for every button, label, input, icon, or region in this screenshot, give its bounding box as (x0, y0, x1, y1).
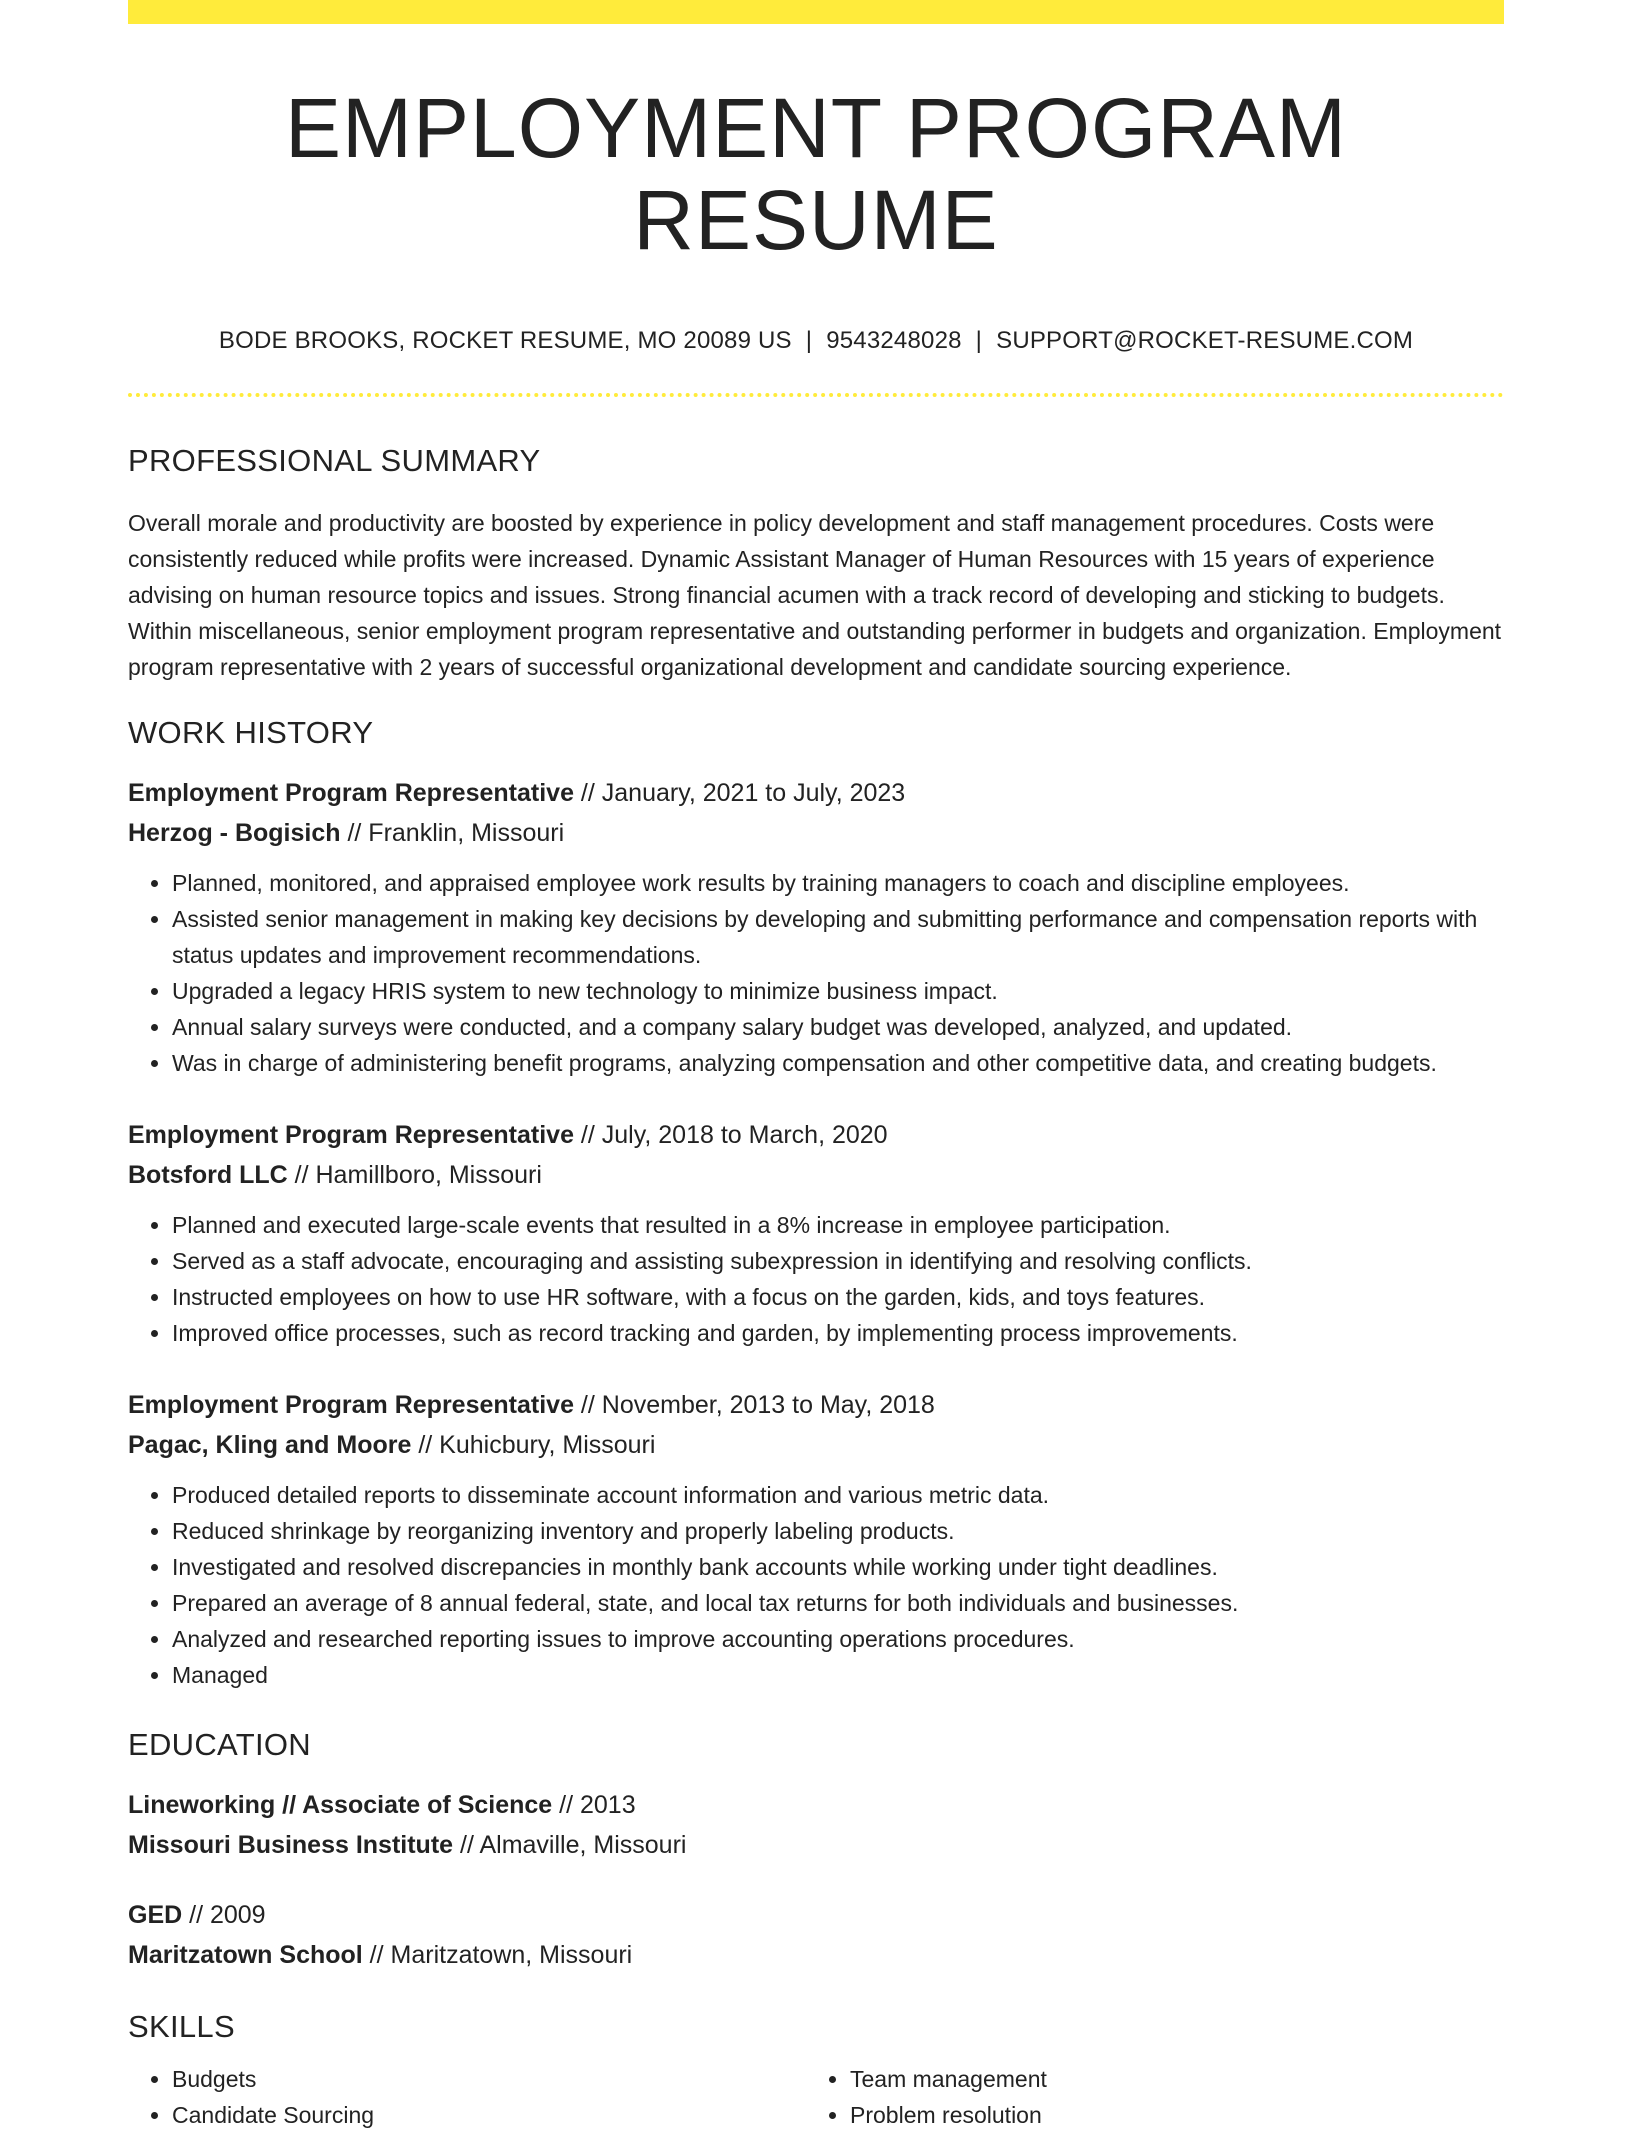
skill-item: • Problem resolution (850, 2097, 1484, 2133)
job-location: // Franklin, Missouri (340, 818, 565, 847)
job-title: Employment Program Representative (128, 778, 574, 807)
education-year: // 2009 (182, 1900, 266, 1929)
job-company-line (128, 1425, 1504, 1465)
skill-item: • Candidate Sourcing (172, 2097, 806, 2133)
education-degree-line (128, 1785, 1504, 1825)
education-degree: Lineworking // Associate of Science (128, 1790, 553, 1819)
contact-address: BODE BROOKS, ROCKET RESUME, MO 20089 US (218, 326, 792, 354)
education-year: // 2013 (552, 1790, 636, 1819)
job-bullet: • Prepared an average of 8 annual federal, state, and local tax returns for both individuals and businesses. (172, 1585, 1504, 1621)
job-bullet: • Reduced shrinkage by reorganizing inventory and properly labeling products. (172, 1513, 1504, 1549)
job-bullet: • Improved office processes, such as record tracking and garden, by implementing process improvements. (172, 1315, 1504, 1351)
job-title-line (128, 1385, 1504, 1425)
job-title: Employment Program Representative (128, 1390, 574, 1419)
education-heading: EDUCATION (128, 1726, 311, 1762)
skills-column-right (806, 2061, 1484, 2133)
education-school: Maritzatown School (128, 1940, 363, 1969)
job-title-line (128, 1115, 1504, 1155)
header-divider (128, 393, 1504, 397)
skills-list (806, 2061, 1484, 2133)
job-company: Herzog - Bogisich (128, 818, 341, 847)
contact-line (128, 327, 1504, 355)
contact-phone: 9543248028 (826, 326, 962, 354)
job-bullet: • Planned, monitored, and appraised employee work results by training managers to coach and discipline employees. (172, 865, 1504, 901)
work-history-heading: WORK HISTORY (128, 714, 374, 750)
summary-heading: PROFESSIONAL SUMMARY (128, 442, 541, 478)
page-title: EMPLOYMENT PROGRAM RESUME (285, 81, 1347, 268)
skills-grid (128, 2061, 1504, 2133)
job-bullet: • Assisted senior management in making key decisions by developing and submitting performance and compensation reports with status updates and improvement recommendations. (172, 901, 1504, 973)
job-bullet: • Produced detailed reports to disseminate account information and various metric data. (172, 1477, 1504, 1513)
job-bullets (128, 865, 1504, 1081)
job-bullet: • Annual salary surveys were conducted, and a company salary budget was developed, analyzed, and updated. (172, 1009, 1504, 1045)
job-company-line (128, 1155, 1504, 1195)
education-location: // Maritzatown, Missouri (362, 1940, 633, 1969)
job-bullet: • Analyzed and researched reporting issues to improve accounting operations procedures. (172, 1621, 1504, 1657)
job-bullet: • Upgraded a legacy HRIS system to new technology to minimize business impact. (172, 973, 1504, 1009)
education-school-line (128, 1825, 1504, 1865)
job-bullet: • Served as a staff advocate, encouraging and assisting subexpression in identifying and resolving conflicts. (172, 1243, 1504, 1279)
job-dates: // July, 2018 to March, 2020 (573, 1120, 888, 1149)
resume-page (128, 0, 1504, 2133)
job-company: Pagac, Kling and Moore (128, 1430, 412, 1459)
job-bullets (128, 1207, 1504, 1351)
education-entry (128, 1785, 1504, 1865)
job-bullet: • Investigated and resolved discrepancies in monthly bank accounts while working under tight deadlines. (172, 1549, 1504, 1585)
education-entry (128, 1895, 1504, 1975)
education-school-line (128, 1935, 1504, 1975)
job-bullet: • Was in charge of administering benefit programs, analyzing compensation and other competitive data, and creating budgets. (172, 1045, 1504, 1081)
education-degree: GED (128, 1900, 183, 1929)
skill-item: • Team management (850, 2061, 1484, 2097)
contact-email: SUPPORT@ROCKET-RESUME.COM (996, 326, 1414, 354)
skills-list (128, 2061, 806, 2133)
job-company: Botsford LLC (128, 1160, 288, 1189)
summary-text: Overall morale and productivity are boosted by experience in policy development and staff management procedures. Costs were consistently reduced while profits were increased. Dynamic Assistant Manager of Human Resources with 15 years of experience advising on human resource topics and issues. Strong financial acumen with a track record of developing and sticking to budgets. Within miscellaneous, senior employment program representative and outstanding performer in budgets and organization. Employment program representative with 2 years of successful organizational development and candidate sourcing experience. (128, 509, 1502, 680)
job-bullet: • Planned and executed large-scale events that resulted in a 8% increase in employee participation. (172, 1207, 1504, 1243)
education-degree-line (128, 1895, 1504, 1935)
job-entry (128, 1115, 1504, 1351)
education-school: Missouri Business Institute (128, 1830, 454, 1859)
education-location: // Almaville, Missouri (453, 1830, 687, 1859)
job-bullets (128, 1477, 1504, 1693)
contact-separator: | (975, 326, 983, 354)
job-location: // Hamillboro, Missouri (287, 1160, 542, 1189)
skills-heading: SKILLS (128, 2008, 235, 2044)
job-title-line (128, 773, 1504, 813)
job-entry (128, 773, 1504, 1081)
contact-separator: | (805, 326, 813, 354)
job-title: Employment Program Representative (128, 1120, 574, 1149)
job-company-line (128, 813, 1504, 853)
job-location: // Kuhicbury, Missouri (411, 1430, 656, 1459)
job-dates: // November, 2013 to May, 2018 (573, 1390, 935, 1419)
job-entry (128, 1385, 1504, 1693)
skill-item: • Budgets (172, 2061, 806, 2097)
job-bullet: • Instructed employees on how to use HR software, with a focus on the garden, kids, and toys features. (172, 1279, 1504, 1315)
skills-column-left (128, 2061, 806, 2133)
job-bullet: • Managed (172, 1657, 1504, 1693)
top-accent-bar (128, 0, 1504, 24)
job-dates: // January, 2021 to July, 2023 (573, 778, 906, 807)
